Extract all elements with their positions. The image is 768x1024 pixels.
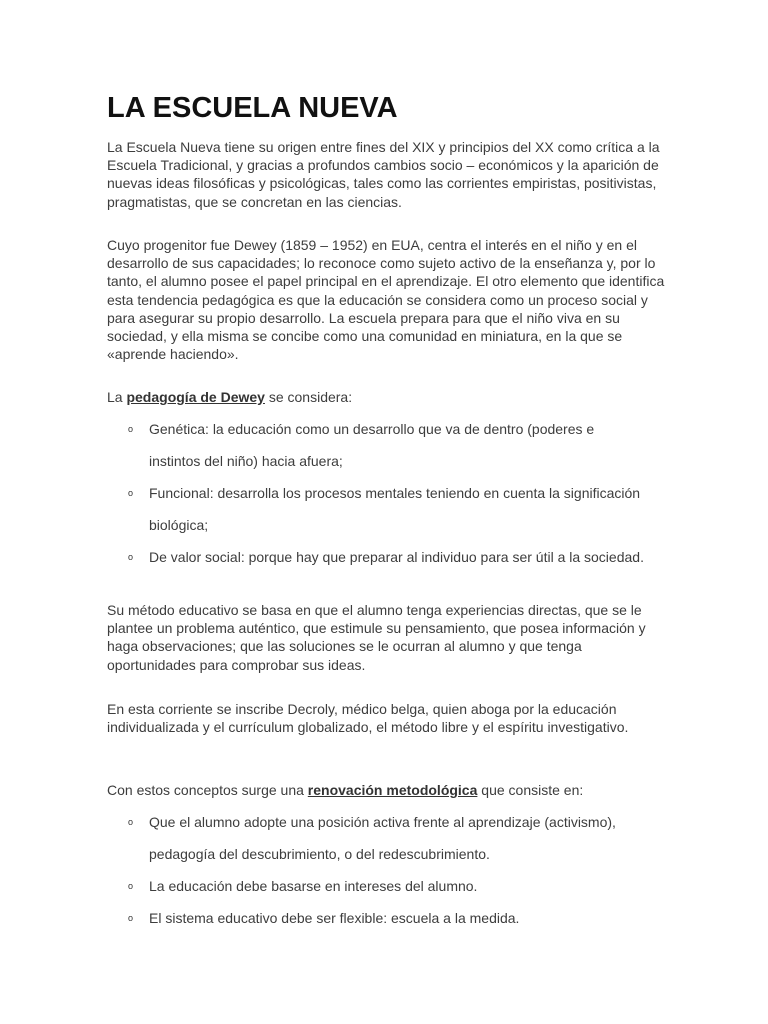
renovation-lead-after: que consiste en:: [477, 782, 584, 798]
bullet-circle-icon: o: [128, 552, 134, 562]
page-title: LA ESCUELA NUEVA: [107, 92, 398, 124]
paragraph-decroly: En esta corriente se inscribe Decroly, médico belga, quien aboga por la educación individualizada y el currículum globalizado, el método libre y el espíritu investigativo.: [107, 701, 629, 736]
dewey-list: [107, 413, 667, 573]
list-item: [107, 870, 649, 902]
bullet-circle-icon: o: [128, 881, 134, 891]
paragraph-method: Su método educativo se basa en que el alumno tenga experiencias directas, que se le plantee un problema auténtico, que estimule su pensamiento, que posea información y haga observaciones; que las soluciones se le ocurran al alumno y que tenga oportunidades para comprobar sus ideas.: [107, 602, 646, 673]
list-item-text: Que el alumno adopte una posición activa frente al aprendizaje (activismo), pedagogía del descubrimiento, o del redescubrimiento.: [149, 814, 616, 862]
renovation-lead-before: Con estos conceptos surge una: [107, 782, 308, 798]
bullet-circle-icon: o: [128, 913, 134, 923]
list-item-text: Genética: la educación como un desarrollo que va de dentro (poderes e instintos del niño) hacia afuera;: [149, 421, 595, 469]
renovation-list: [107, 806, 667, 934]
list-item-text: Funcional: desarrolla los procesos mentales teniendo en cuenta la significación biológica;: [149, 485, 641, 533]
list-item: [107, 477, 649, 541]
list-item: [107, 902, 649, 934]
list-item: [107, 541, 649, 573]
renovation-lead: [107, 781, 583, 799]
dewey-lead-before: La: [107, 389, 127, 405]
paragraph-origin: La Escuela Nueva tiene su origen entre fines del XIX y principios del XX como crítica a la Escuela Tradicional, y gracias a profundos cambios socio – económicos y la aparición de nuevas ideas filosóficas y psicológicas, tales como las corrientes empiristas, positivistas, pragmatistas, que se concretan en las ciencias.: [107, 139, 660, 210]
list-item-text: El sistema educativo debe ser flexible: escuela a la medida.: [149, 910, 520, 926]
dewey-pedagogy-link[interactable]: pedagogía de Dewey: [126, 389, 265, 405]
bullet-circle-icon: o: [128, 817, 134, 827]
bullet-circle-icon: o: [128, 424, 134, 434]
dewey-lead-after: se considera:: [264, 389, 353, 405]
dewey-lead: [107, 388, 352, 406]
list-item: [107, 806, 649, 870]
list-item-text: De valor social: porque hay que preparar al individuo para ser útil a la sociedad.: [149, 549, 644, 565]
list-item: [107, 413, 649, 477]
list-item-text: La educación debe basarse en intereses del alumno.: [149, 878, 478, 894]
paragraph-dewey: Cuyo progenitor fue Dewey (1859 – 1952) en EUA, centra el interés en el niño y en el desarrollo de sus capacidades; lo reconoce como sujeto activo de la enseñanza y, por lo tanto, el alumno posee el papel principal en el aprendizaje. El otro elemento que identifica esta tendencia pedagógica es que la educación se considera como un proceso social y para asegurar su propio desarrollo. La escuela prepara para que el niño viva en su sociedad, y ella misma se concibe como una comunidad en miniatura, en la que se «aprende haciendo».: [107, 237, 665, 363]
bullet-circle-icon: o: [128, 488, 134, 498]
renovation-methodology-link[interactable]: renovación metodológica: [307, 782, 478, 798]
